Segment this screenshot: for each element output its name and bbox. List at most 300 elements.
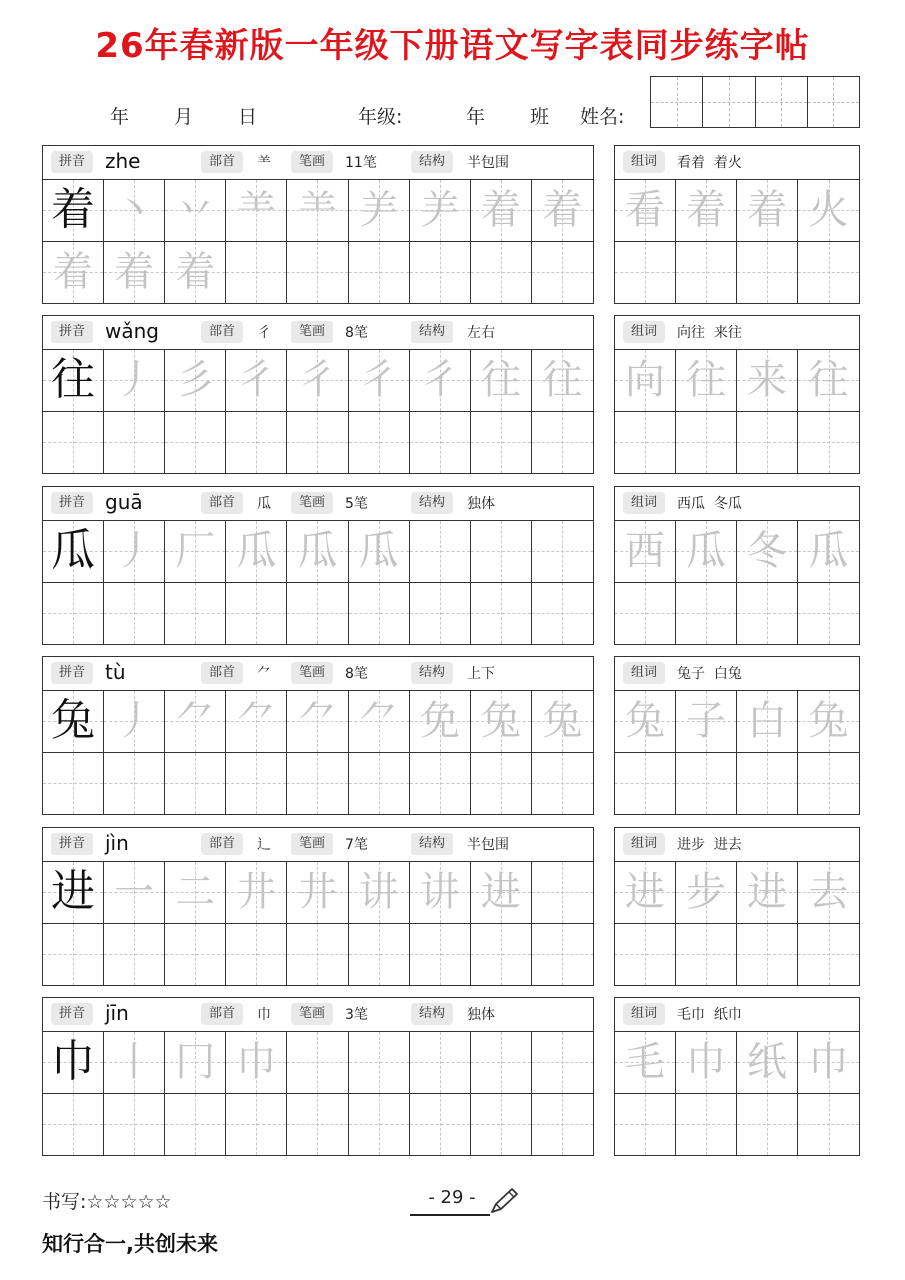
writing-cell[interactable] [43,1094,104,1156]
writing-cell[interactable] [471,691,532,753]
writing-cell[interactable] [410,1032,471,1094]
writing-cell[interactable] [226,583,287,645]
writing-cell[interactable] [104,521,165,583]
word-practice-block [614,145,860,304]
pinyin-tag: 拼音 [51,662,93,684]
stroke-step-tracing: 彡 [175,357,216,404]
word-writing-cell[interactable] [737,1032,798,1094]
writing-cell[interactable] [287,180,348,242]
writing-cell[interactable] [349,1094,410,1156]
writing-cell[interactable] [471,1094,532,1156]
stroke-step-tracing: 兔 [480,698,521,745]
writing-cell[interactable] [410,180,471,242]
writing-cell[interactable] [104,753,165,815]
pinyin-value: tù [105,660,126,684]
writing-grid [43,521,593,644]
structure-value: 半包围 [467,837,509,853]
name-box[interactable] [703,77,755,127]
writing-cell[interactable] [226,180,287,242]
word-writing-cell[interactable] [737,242,798,304]
word-writing-cell[interactable] [798,691,859,753]
stroke-step-tracing: 井 [297,869,338,916]
year-label: 年 [110,106,130,128]
word-tracing-character: 来 [747,357,787,404]
writing-cell[interactable] [165,521,226,583]
writing-cell[interactable] [410,242,471,304]
writing-cell[interactable] [532,753,593,815]
writing-cell[interactable] [410,350,471,412]
word-practice-block [614,486,860,645]
word-practice-block [614,827,860,986]
structure-value: 上下 [467,666,495,682]
writing-cell[interactable] [165,412,226,474]
strokes-tag: 笔画 [291,662,333,684]
writing-cell[interactable] [226,753,287,815]
radical-value: 彳 [257,325,271,341]
writing-cell[interactable] [165,924,226,986]
writing-cell[interactable] [349,1032,410,1094]
writing-cell[interactable] [410,412,471,474]
character-practice-block [42,997,594,1156]
word-tracing-character: 往 [808,357,849,404]
writing-cell[interactable] [349,180,410,242]
character-practice-block [42,315,594,474]
strokes-tag: 笔画 [291,151,333,173]
stroke-step-tracing: 讲 [419,869,460,916]
stroke-step-tracing: 着 [53,249,94,296]
name-box[interactable] [651,77,703,127]
pinyin-tag: 拼音 [51,833,93,855]
strokes-value: 8笔 [345,325,368,341]
stroke-step-tracing: 二 [175,869,216,916]
stroke-step-tracing: ⺶ [358,187,399,234]
word-writing-cell[interactable] [676,1032,737,1094]
word-writing-grid [615,350,859,473]
writing-cell[interactable] [43,924,104,986]
word-writing-cell[interactable] [798,412,859,474]
word-writing-cell[interactable] [737,521,798,583]
writing-grid [43,1032,593,1155]
writing-cell[interactable] [410,583,471,645]
word-writing-cell[interactable] [615,862,676,924]
words-value: 向往 来往 [677,325,742,341]
writing-cell[interactable] [287,350,348,412]
writing-cell[interactable] [532,862,593,924]
word-writing-cell[interactable] [676,691,737,753]
writing-cell[interactable] [287,691,348,753]
writing-cell[interactable] [287,521,348,583]
writing-cell[interactable] [532,583,593,645]
word-practice-block [614,656,860,815]
writing-cell[interactable] [471,753,532,815]
motto: 知行合一,共创未来 [42,1232,218,1256]
strokes-value: 8笔 [345,666,368,682]
writing-cell[interactable] [104,583,165,645]
strokes-value: 11笔 [345,155,377,171]
word-writing-grid [615,862,859,985]
writing-cell[interactable] [532,412,593,474]
radical-tag: 部首 [201,492,243,514]
writing-cell[interactable] [43,412,104,474]
strokes-value: 5笔 [345,496,368,512]
writing-cell[interactable] [349,583,410,645]
writing-cell[interactable] [43,180,104,242]
writing-cell[interactable] [532,180,593,242]
model-character: 着 [51,184,96,236]
radical-tag: 部首 [201,662,243,684]
writing-cell[interactable] [104,691,165,753]
pinyin-tag: 拼音 [51,492,93,514]
writing-cell[interactable] [104,242,165,304]
radical-value: 瓜 [257,496,271,512]
pinyin-tag: 拼音 [51,321,93,343]
stroke-step-tracing: 丨 [114,1039,155,1086]
name-box[interactable] [808,77,859,127]
writing-cell[interactable] [104,862,165,924]
character-info-header [43,146,593,180]
word-writing-cell[interactable] [615,924,676,986]
writing-cell[interactable] [226,242,287,304]
word-writing-cell[interactable] [676,1094,737,1156]
writing-cell[interactable] [165,242,226,304]
strokes-value: 7笔 [345,837,368,853]
character-info-header [43,657,593,691]
writing-cell[interactable] [43,521,104,583]
word-writing-cell[interactable] [737,350,798,412]
character-practice-block [42,486,594,645]
stroke-step-tracing: ⺈ [236,698,277,745]
writing-cell[interactable] [532,1032,593,1094]
writing-cell[interactable] [104,1032,165,1094]
writing-cell[interactable] [410,924,471,986]
word-writing-cell[interactable] [615,1032,676,1094]
word-writing-cell[interactable] [676,242,737,304]
name-label: 姓名: [580,106,625,128]
writing-cell[interactable] [165,691,226,753]
writing-cell[interactable] [349,350,410,412]
model-character: 兔 [51,695,96,747]
writing-cell[interactable] [349,862,410,924]
word-writing-cell[interactable] [615,691,676,753]
word-header [615,657,859,691]
word-writing-grid [615,180,859,303]
writing-cell[interactable] [410,521,471,583]
writing-cell[interactable] [471,583,532,645]
words-tag: 组词 [623,1003,665,1025]
word-writing-cell[interactable] [615,242,676,304]
word-tracing-character: 白 [747,698,787,745]
word-practice-block [614,315,860,474]
word-tracing-character: 往 [686,357,726,404]
word-writing-cell[interactable] [737,862,798,924]
writing-cell[interactable] [287,924,348,986]
stroke-step-tracing: 着 [114,249,155,296]
stroke-step-tracing: ⺷ [297,187,338,234]
writing-cell[interactable] [471,180,532,242]
word-writing-cell[interactable] [737,924,798,986]
word-header [615,316,859,350]
writing-cell[interactable] [165,862,226,924]
writing-cell[interactable] [226,1094,287,1156]
word-header [615,998,859,1032]
word-writing-cell[interactable] [737,753,798,815]
writing-cell[interactable] [471,521,532,583]
model-character: 进 [51,866,96,918]
month-label: 月 [174,106,194,128]
strokes-tag: 笔画 [291,321,333,343]
word-writing-cell[interactable] [737,180,798,242]
writing-cell[interactable] [410,753,471,815]
stroke-step-tracing: 瓜 [236,528,277,575]
word-tracing-character: 去 [808,869,849,916]
word-writing-cell[interactable] [615,350,676,412]
stroke-step-tracing: 丿 [114,528,155,575]
structure-tag: 结构 [411,321,453,343]
word-writing-cell[interactable] [737,691,798,753]
writing-cell[interactable] [471,350,532,412]
stroke-step-tracing: 着 [542,187,583,234]
word-writing-cell[interactable] [615,583,676,645]
writing-cell[interactable] [471,862,532,924]
writing-cell[interactable] [532,1094,593,1156]
stroke-step-tracing: 往 [542,357,583,404]
radical-tag: 部首 [201,321,243,343]
writing-cell[interactable] [410,691,471,753]
word-writing-cell[interactable] [676,583,737,645]
writing-cell[interactable] [165,1094,226,1156]
writing-cell[interactable] [471,412,532,474]
words-tag: 组词 [623,492,665,514]
word-writing-cell[interactable] [798,242,859,304]
writing-cell[interactable] [43,691,104,753]
character-practice-block [42,827,594,986]
word-writing-cell[interactable] [676,350,737,412]
radical-tag: 部首 [201,1003,243,1025]
stroke-step-tracing: 冂 [175,1039,216,1086]
structure-tag: 结构 [411,492,453,514]
writing-cell[interactable] [471,924,532,986]
word-writing-cell[interactable] [798,1032,859,1094]
writing-cell[interactable] [532,924,593,986]
writing-cell[interactable] [287,862,348,924]
radical-tag: 部首 [201,833,243,855]
grade-label: 年级: [358,106,403,128]
pinyin-value: jìn [105,831,129,855]
class-label: 班 [530,106,550,128]
writing-cell[interactable] [104,1094,165,1156]
word-writing-cell[interactable] [737,412,798,474]
word-writing-cell[interactable] [798,350,859,412]
writing-cell[interactable] [165,1032,226,1094]
word-writing-cell[interactable] [798,753,859,815]
word-writing-cell[interactable] [615,1094,676,1156]
word-writing-cell[interactable] [615,753,676,815]
writing-cell[interactable] [471,1032,532,1094]
stroke-step-tracing: 彳 [297,357,338,404]
writing-cell[interactable] [410,1094,471,1156]
strokes-tag: 笔画 [291,492,333,514]
writing-cell[interactable] [532,242,593,304]
stroke-step-tracing: ⺷ [236,187,277,234]
writing-cell[interactable] [104,924,165,986]
writing-cell[interactable] [287,242,348,304]
stroke-step-tracing: ⺈ [175,698,216,745]
writing-cell[interactable] [226,862,287,924]
structure-tag: 结构 [411,151,453,173]
stroke-step-tracing: ⺶ [419,187,460,234]
stroke-step-tracing: 彳 [419,357,460,404]
writing-cell[interactable] [349,412,410,474]
writing-cell[interactable] [287,1032,348,1094]
word-tracing-character: 巾 [686,1039,726,1086]
day-label: 日 [238,106,258,128]
structure-value: 独体 [467,1007,495,1023]
word-writing-cell[interactable] [676,753,737,815]
writing-cell[interactable] [410,862,471,924]
word-tracing-character: 瓜 [808,528,849,575]
writing-cell[interactable] [43,583,104,645]
word-header [615,146,859,180]
page-number: - 29 - [428,1187,476,1208]
name-box[interactable] [756,77,808,127]
word-header [615,828,859,862]
word-writing-cell[interactable] [798,583,859,645]
radical-value: 辶 [257,837,271,853]
words-tag: 组词 [623,833,665,855]
writing-cell[interactable] [43,1032,104,1094]
stroke-step-tracing: 讲 [358,869,399,916]
writing-cell[interactable] [43,242,104,304]
word-writing-cell[interactable] [798,521,859,583]
word-writing-cell[interactable] [798,180,859,242]
character-info-header [43,828,593,862]
stroke-step-tracing: 兔 [542,698,583,745]
writing-cell[interactable] [226,1032,287,1094]
pinyin-tag: 拼音 [51,151,93,173]
writing-cell[interactable] [43,350,104,412]
words-value: 西瓜 冬瓜 [677,496,742,512]
word-tracing-character: 毛 [625,1039,665,1086]
word-writing-cell[interactable] [798,924,859,986]
word-writing-cell[interactable] [676,412,737,474]
stroke-step-tracing: 巾 [236,1039,277,1086]
stroke-step-tracing: 井 [236,869,277,916]
word-writing-grid [615,521,859,644]
writing-cell[interactable] [349,691,410,753]
word-writing-cell[interactable] [615,521,676,583]
pinyin-tag: 拼音 [51,1003,93,1025]
strokes-tag: 笔画 [291,833,333,855]
writing-cell[interactable] [226,924,287,986]
structure-tag: 结构 [411,1003,453,1025]
word-writing-cell[interactable] [615,180,676,242]
pinyin-value: wǎng [105,319,159,343]
word-writing-cell[interactable] [615,412,676,474]
stroke-step-tracing: ⺈ [297,698,338,745]
word-writing-cell[interactable] [676,862,737,924]
character-info-header [43,487,593,521]
writing-cell[interactable] [532,691,593,753]
word-tracing-character: 瓜 [686,528,726,575]
word-writing-cell[interactable] [737,583,798,645]
writing-cell[interactable] [104,180,165,242]
model-character: 瓜 [51,525,96,577]
word-writing-cell[interactable] [676,521,737,583]
name-writing-boxes[interactable] [650,76,860,128]
writing-grid [43,350,593,473]
writing-cell[interactable] [226,412,287,474]
writing-cell[interactable] [532,521,593,583]
structure-tag: 结构 [411,662,453,684]
writing-cell[interactable] [532,350,593,412]
writing-cell[interactable] [226,350,287,412]
model-character: 巾 [51,1036,96,1088]
stroke-step-tracing: 彳 [236,357,277,404]
writing-cell[interactable] [165,350,226,412]
word-writing-grid [615,1032,859,1155]
stroke-step-tracing: 着 [175,249,216,296]
writing-cell[interactable] [43,753,104,815]
word-tracing-character: 子 [686,698,726,745]
word-writing-cell[interactable] [676,924,737,986]
pen-icon [488,1186,520,1216]
word-writing-cell[interactable] [737,1094,798,1156]
word-writing-cell[interactable] [798,1094,859,1156]
writing-cell[interactable] [226,691,287,753]
writing-cell[interactable] [349,924,410,986]
writing-cell[interactable] [287,583,348,645]
word-writing-cell[interactable] [798,862,859,924]
writing-grid [43,180,593,303]
stroke-step-tracing: 瓜 [297,528,338,575]
radical-value: ⺷ [257,155,271,171]
writing-cell[interactable] [349,521,410,583]
writing-grid [43,862,593,985]
word-tracing-character: 看 [625,187,665,234]
writing-cell[interactable] [471,242,532,304]
pinyin-value: jīn [105,1001,129,1025]
stroke-step-tracing: 厂 [175,528,216,575]
stroke-step-tracing: ⺈ [358,698,399,745]
writing-cell[interactable] [287,753,348,815]
word-tracing-character: 着 [747,187,787,234]
stroke-step-tracing: 丶 [114,187,155,234]
writing-cell[interactable] [165,180,226,242]
writing-cell[interactable] [349,242,410,304]
writing-cell[interactable] [349,753,410,815]
writing-cell[interactable] [43,862,104,924]
page-title: 26年春新版一年级下册语文写字表同步练字帖 [95,26,810,66]
words-tag: 组词 [623,151,665,173]
writing-cell[interactable] [104,350,165,412]
writing-cell[interactable] [287,412,348,474]
stroke-step-tracing: 着 [480,187,521,234]
stroke-step-tracing: 丿 [114,357,155,404]
stroke-step-tracing: 丿 [114,698,155,745]
writing-cell[interactable] [165,583,226,645]
pinyin-value: zhe [105,149,141,173]
writing-cell[interactable] [104,412,165,474]
writing-cell[interactable] [165,753,226,815]
words-value: 进步 进去 [677,837,742,853]
strokes-value: 3笔 [345,1007,368,1023]
pinyin-value: guā [105,490,143,514]
word-header [615,487,859,521]
writing-cell[interactable] [287,1094,348,1156]
word-writing-cell[interactable] [676,180,737,242]
stroke-step-tracing: 一 [114,869,155,916]
writing-cell[interactable] [226,521,287,583]
